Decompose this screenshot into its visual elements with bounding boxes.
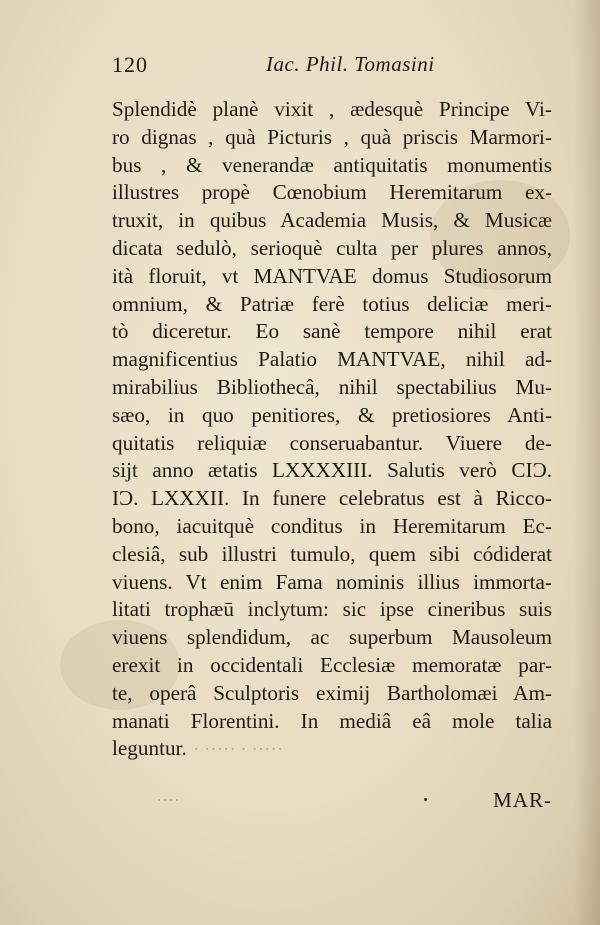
text-line: Splendidè planè vixit , ædesquè Principe Vi- bbox=[112, 97, 552, 121]
text-line: bono, iacuitquè conditus in Heremitarum Ec- bbox=[112, 513, 552, 538]
text-line: ità floruit, vt MANTVAE domus Studiosorum bbox=[112, 263, 552, 288]
text-line: litati trophæū inclytum: sic ipse cineribus suis bbox=[112, 597, 552, 622]
page-header bbox=[112, 52, 552, 82]
text-line: erexit in occidentali Ecclesiæ memoratæ par- bbox=[112, 652, 552, 677]
body-text bbox=[112, 96, 552, 763]
text-line: mirabilius Bibliothecâ, nihil spectabilius Mu- bbox=[112, 374, 552, 399]
text-line-last bbox=[112, 735, 552, 763]
text-line: viuens splendidum, ac superbum Mausoleum bbox=[112, 625, 552, 650]
show-through-text: ···· bbox=[156, 790, 180, 810]
text-line: illustres propè Cœnobium Heremitarum ex- bbox=[112, 180, 552, 205]
text-line: truxit, in quibus Academia Musis, & Musicæ bbox=[112, 208, 552, 233]
text-line: omnium, & Patriæ ferè totius deliciæ meri- bbox=[112, 291, 552, 316]
text-line-last-words: leguntur. bbox=[112, 736, 187, 761]
text-line: clesiâ, sub illustri tumulo, quem sibi códiderat bbox=[112, 541, 552, 566]
page-number: 120 bbox=[112, 52, 148, 77]
text-line: IƆ. LXXXII. In funere celebratus est à Ricco- bbox=[112, 486, 552, 511]
running-head: Iac. Phil. Tomasini bbox=[266, 52, 435, 76]
text-line: manati Florentini. In mediâ eâ mole talia bbox=[112, 708, 552, 733]
text-line: quitatis reliquiæ conseruabantur. Viuere de- bbox=[112, 430, 552, 455]
catchword: MAR- bbox=[493, 788, 552, 812]
text-line: ro dignas , quà Picturis , quà priscis Marmori- bbox=[112, 124, 552, 149]
show-through-text: ····· · ····· · bbox=[192, 739, 283, 761]
text-line: bus , & venerandæ antiquitatis monumentis bbox=[112, 152, 552, 177]
text-line: te, operâ Sculptoris eximij Bartholomæi Am- bbox=[112, 680, 552, 705]
page-edge-shadow bbox=[574, 0, 600, 925]
ink-speck bbox=[424, 798, 427, 801]
text-line: magnificentius Palatio MANTVAE, nihil ad- bbox=[112, 347, 552, 372]
text-line: sijt anno ætatis LXXXXIII. Salutis verò CIƆ. bbox=[112, 458, 552, 483]
page-footer bbox=[112, 788, 552, 818]
text-line: dicata sedulò, serioquè culta per plures annos, bbox=[112, 235, 552, 260]
text-line: viuens. Vt enim Fama nominis illius immorta- bbox=[112, 569, 552, 594]
text-line: tò diceretur. Eo sanè tempore nihil erat bbox=[112, 319, 552, 344]
text-line: sæo, in quo penitiores, & pretiosiores Anti- bbox=[112, 402, 552, 427]
